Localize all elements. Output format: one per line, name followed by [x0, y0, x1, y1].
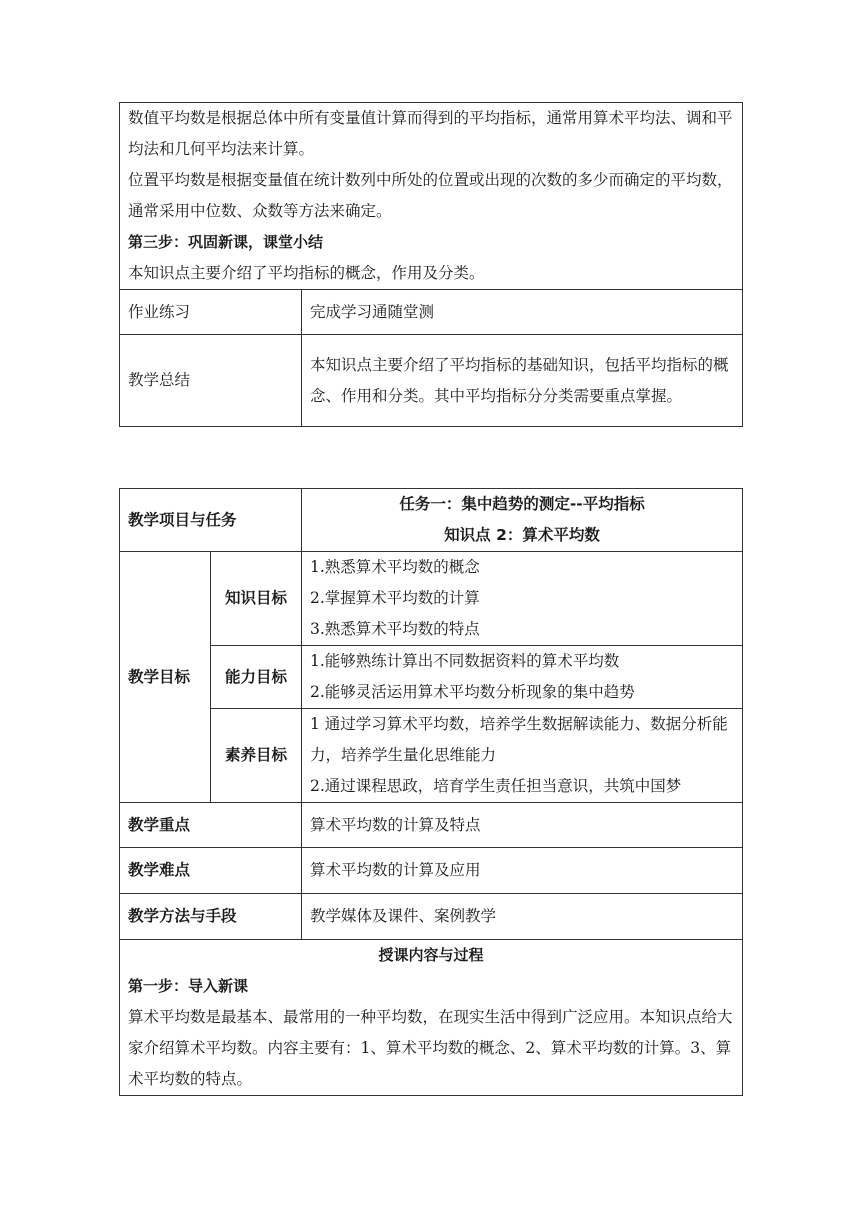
method-label: 教学方法与手段: [120, 894, 302, 940]
step3-heading: 第三步：巩固新课，课堂小结: [128, 233, 324, 251]
task-cell: [302, 489, 743, 552]
knowledge-goal-item: 2.掌握算术平均数的计算: [310, 589, 480, 607]
knowledge-point-title: 知识点 2：算术平均数: [444, 526, 600, 544]
content-cell: [120, 103, 743, 290]
summary-value: 本知识点主要介绍了平均指标的基础知识，包括平均指标的概念、作用和分类。其中平均指标分分类需要重点掌握。: [302, 335, 743, 427]
paragraph-numeric-average: 数值平均数是根据总体中所有变量值计算而得到的平均指标，通常用算术平均法、调和平均法和几何平均法来计算。: [128, 109, 733, 158]
step1-text: 算术平均数是最基本、最常用的一种平均数，在现实生活中得到广泛应用。本知识点给大家介绍算术平均数。内容主要有：1、算术平均数的概念、2、算术平均数的计算。3、算术平均数的特点。: [128, 1008, 733, 1088]
step3-text: 本知识点主要介绍了平均指标的概念，作用及分类。: [128, 264, 485, 282]
quality-goal-label: 素养目标: [211, 709, 302, 803]
key-point-label: 教学重点: [120, 803, 302, 848]
project-label: 教学项目与任务: [120, 489, 302, 552]
objectives-label: 教学目标: [120, 552, 211, 803]
ability-goals-cell: [302, 646, 743, 709]
knowledge-goal-item: 1.熟悉算术平均数的概念: [310, 558, 480, 576]
quality-goals-cell: [302, 709, 743, 803]
difficulty-value: 算术平均数的计算及应用: [302, 848, 743, 894]
ability-goal-label: 能力目标: [211, 646, 302, 709]
summary-table: [119, 102, 743, 427]
method-value: 教学媒体及课件、案例教学: [302, 894, 743, 940]
quality-goal-item: 2.通过课程思政，培育学生责任担当意识，共筑中国梦: [310, 777, 682, 795]
ability-goal-item: 2.能够灵活运用算术平均数分析现象的集中趋势: [310, 683, 635, 701]
difficulty-label: 教学难点: [120, 848, 302, 894]
summary-label: 教学总结: [120, 335, 302, 427]
knowledge-goals-cell: [302, 552, 743, 646]
knowledge-goal-item: 3.熟悉算术平均数的特点: [310, 620, 480, 638]
key-point-value: 算术平均数的计算及特点: [302, 803, 743, 848]
homework-label: 作业练习: [120, 290, 302, 335]
step1-heading: 第一步：导入新课: [128, 977, 249, 995]
homework-value: 完成学习通随堂测: [302, 290, 743, 335]
process-cell: [120, 940, 743, 1096]
lesson-plan-table: [119, 488, 743, 1096]
task-title: 任务一：集中趋势的测定--平均指标: [399, 495, 645, 513]
quality-goal-item: 1 通过学习算术平均数，培养学生数据解读能力、数据分析能力，培养学生量化思维能力: [310, 715, 728, 764]
ability-goal-item: 1.能够熟练计算出不同数据资料的算术平均数: [310, 652, 620, 670]
paragraph-positional-average: 位置平均数是根据变量值在统计数列中所处的位置或出现的次数的多少而确定的平均数，通常采用中位数、众数等方法来确定。: [128, 171, 733, 220]
knowledge-goal-label: 知识目标: [211, 552, 302, 646]
process-title: 授课内容与过程: [378, 946, 484, 964]
